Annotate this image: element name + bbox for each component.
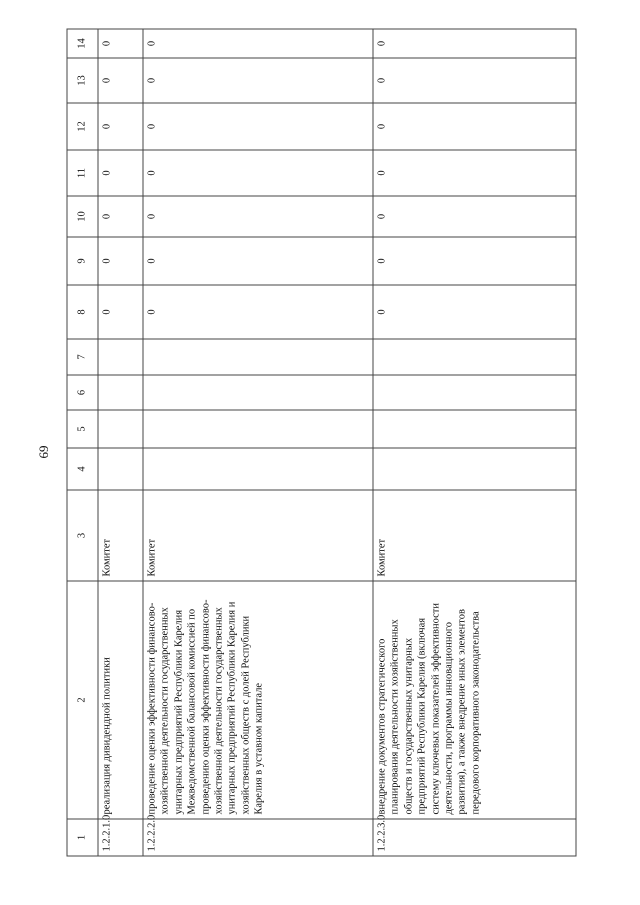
value-cell: 0 bbox=[143, 58, 373, 103]
value-cell: 0 bbox=[373, 196, 576, 237]
value-cell: 0 bbox=[98, 58, 143, 103]
header-cell: 6 bbox=[67, 375, 98, 410]
row-description: проведение оценки эффективности финансово-хозяйственной деятельности государственных унитарных предприятий Республики Карелия Межведомственной балансовой комиссией по проведению оценки эффективности финансово-хозяйственной деятельности государственных унитарных предприятий Республики Карелия и хозяйственных обществ с долей Республики Карелия в уставном капитале bbox=[143, 581, 373, 819]
value-cell: 0 bbox=[373, 29, 576, 58]
value-cell bbox=[373, 375, 576, 410]
header-row bbox=[67, 29, 98, 856]
value-cell: 0 bbox=[373, 285, 576, 339]
program-table bbox=[66, 30, 576, 857]
header-cell: 13 bbox=[67, 58, 98, 103]
row-code: 1.2.2.1.0 bbox=[98, 819, 143, 856]
header-cell: 8 bbox=[67, 285, 98, 339]
row-executor: Комитет bbox=[98, 490, 143, 581]
row-description: реализация дивидендной политики bbox=[98, 581, 143, 819]
header-cell: 1 bbox=[67, 819, 98, 856]
value-cell bbox=[373, 410, 576, 448]
value-cell bbox=[143, 448, 373, 490]
value-cell: 0 bbox=[143, 285, 373, 339]
row-executor: Комитет bbox=[143, 490, 373, 581]
value-cell: 0 bbox=[143, 150, 373, 196]
value-cell: 0 bbox=[98, 103, 143, 150]
value-cell: 0 bbox=[98, 285, 143, 339]
value-cell: 0 bbox=[98, 29, 143, 58]
value-cell bbox=[98, 375, 143, 410]
value-cell bbox=[98, 339, 143, 375]
value-cell bbox=[143, 375, 373, 410]
header-cell: 11 bbox=[67, 150, 98, 196]
value-cell: 0 bbox=[373, 237, 576, 285]
value-cell: 0 bbox=[143, 196, 373, 237]
row-executor: Комитет bbox=[373, 490, 576, 581]
value-cell bbox=[373, 339, 576, 375]
page-number: 69 bbox=[36, 445, 51, 459]
header-cell: 2 bbox=[67, 581, 98, 819]
value-cell: 0 bbox=[373, 103, 576, 150]
table-row bbox=[143, 29, 373, 856]
value-cell: 0 bbox=[143, 237, 373, 285]
value-cell bbox=[143, 410, 373, 448]
value-cell: 0 bbox=[98, 196, 143, 237]
row-code: 1.2.2.2.0 bbox=[143, 819, 373, 856]
row-code: 1.2.2.3.0 bbox=[373, 819, 576, 856]
value-cell: 0 bbox=[143, 29, 373, 58]
header-cell: 5 bbox=[67, 410, 98, 448]
value-cell: 0 bbox=[373, 150, 576, 196]
header-cell: 9 bbox=[67, 237, 98, 285]
value-cell: 0 bbox=[98, 150, 143, 196]
header-cell: 3 bbox=[67, 490, 98, 581]
value-cell bbox=[373, 448, 576, 490]
value-cell bbox=[143, 339, 373, 375]
value-cell: 0 bbox=[98, 237, 143, 285]
value-cell: 0 bbox=[143, 103, 373, 150]
row-description: внедрение документов стратегического планирования деятельности хозяйственных обществ и государственных унитарных предприятий Республики Карелия (включая систему ключевых показателей эффективности деятельности, программы инновационного развития), а также внедрение иных элементов передового корпоративного законодательства bbox=[373, 581, 576, 819]
value-cell: 0 bbox=[373, 58, 576, 103]
header-cell: 7 bbox=[67, 339, 98, 375]
table-row bbox=[98, 29, 143, 856]
header-cell: 14 bbox=[67, 29, 98, 58]
header-cell: 4 bbox=[67, 448, 98, 490]
value-cell bbox=[98, 448, 143, 490]
table-row bbox=[373, 29, 576, 856]
header-cell: 12 bbox=[67, 103, 98, 150]
value-cell bbox=[98, 410, 143, 448]
header-cell: 10 bbox=[67, 196, 98, 237]
